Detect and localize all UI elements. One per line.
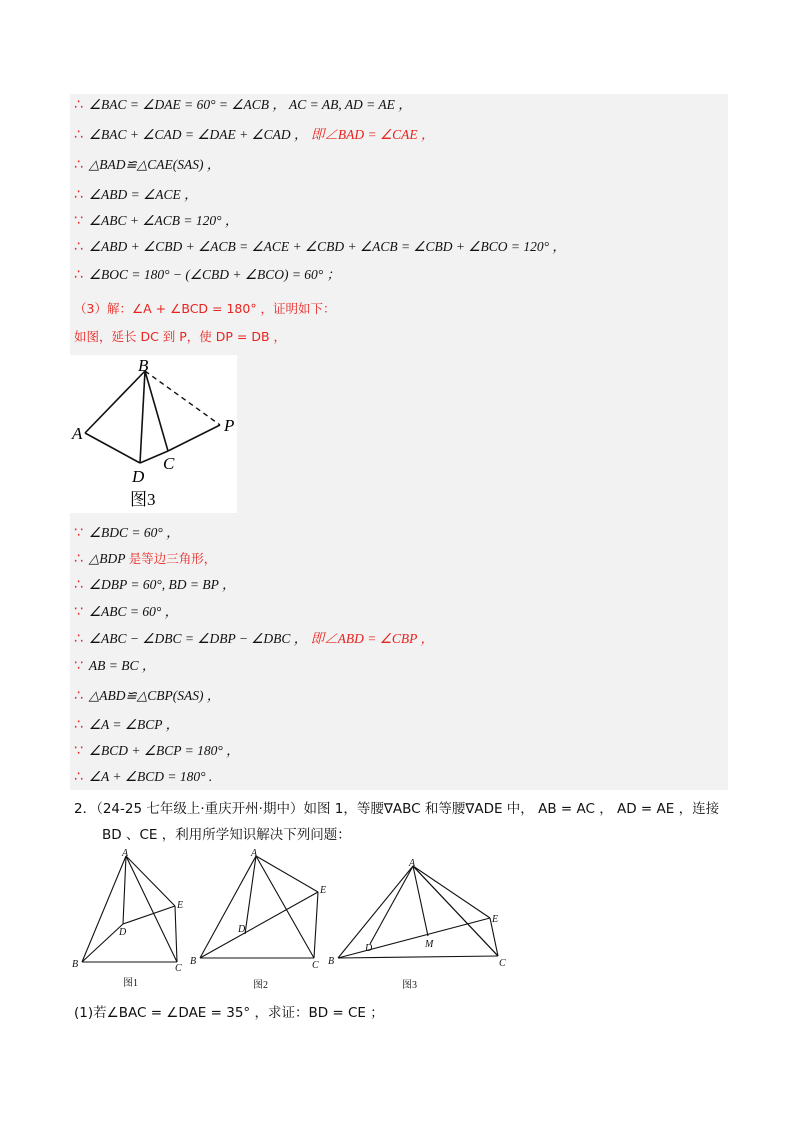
fig3-label-d: D: [132, 467, 145, 486]
fig2-label-b: B: [190, 956, 197, 967]
proof-line-3: ∴ ∠DBP = 60°, BD = BP ，: [74, 577, 236, 593]
question-2-line-1: 2．（24-25 七年级上·重庆开州·期中）如图 1，等腰∇ABC 和等腰∇ADE 中， AB = AC ， AD = AE ，连接: [74, 801, 720, 817]
fig2-label-a: A: [251, 848, 258, 859]
fig1-label-b: B: [72, 959, 79, 970]
proof-line-4: ∵ ∠ABC = 60° ，: [74, 604, 179, 620]
solution-line-2: ∴ ∠BAC + ∠CAD = ∠DAE + ∠CAD ， 即∠BAD = ∠CAE ，: [74, 127, 435, 143]
fig3-label-p: P: [224, 416, 235, 435]
proof-line-10: ∴ ∠A + ∠BCD = 180° .: [74, 769, 213, 785]
proof-line-8: ∴ ∠A = ∠BCP ，: [74, 717, 180, 733]
solution-line-4: ∴ ∠ABD = ∠ACE ，: [74, 187, 198, 203]
fig3q-label-m: M: [425, 939, 434, 950]
fig3q-label-c: C: [499, 958, 506, 969]
fig3-label-a: A: [72, 424, 83, 443]
fig3-caption: 图3: [130, 490, 156, 509]
solution-line-3: ∴ △BAD≌△CAE(SAS) ，: [74, 157, 221, 173]
fig1-label-c: C: [175, 963, 182, 974]
part3-construction: 如图，延长 DC 到 P，使 DP = DB ，: [74, 329, 287, 344]
proof-line-5: ∴ ∠ABC − ∠DBC = ∠DBP − ∠DBC ， 即∠ABD = ∠CBP ，: [74, 631, 435, 647]
fig3-label-b: B: [138, 356, 149, 375]
fig3q-label-b: B: [328, 956, 335, 967]
proof-line-1: ∵ ∠BDC = 60° ，: [74, 525, 180, 541]
proof-line-9: ∵ ∠BCD + ∠BCP = 180° ，: [74, 743, 240, 759]
question-2-part-1: (1)若∠BAC = ∠DAE = 35° ，求证：BD = CE ；: [74, 1005, 384, 1021]
fig2-label-e: E: [320, 885, 327, 896]
fig2-caption: 图2: [253, 980, 268, 991]
fig3-label-c: C: [163, 454, 175, 473]
fig2-label-d: D: [238, 924, 246, 935]
fig2-label-c: C: [312, 960, 319, 971]
solution-line-6: ∴ ∠ABD + ∠CBD + ∠ACB = ∠ACE + ∠CBD + ∠ACB = ∠CBD + ∠BCO = 120° ，: [74, 239, 566, 255]
fig3q-label-d: D: [365, 943, 373, 954]
fig1-label-a: A: [122, 848, 129, 859]
fig1-label-d: D: [119, 927, 127, 938]
question-2-figures: [70, 846, 520, 996]
solution-line-1: ∴ ∠BAC = ∠DAE = 60° = ∠ACB ， AC = AB, AD = AE ，: [74, 97, 412, 113]
solution-line-5: ∵ ∠ABC + ∠ACB = 120° ，: [74, 213, 239, 229]
fig3q-caption: 图3: [402, 980, 417, 991]
solution-line-7: ∴ ∠BOC = 180° − (∠CBD + ∠BCO) = 60° ；: [74, 267, 341, 283]
part3-heading: （3）解：∠A + ∠BCD = 180° ，证明如下：: [74, 301, 336, 316]
fig3q-label-e: E: [492, 914, 499, 925]
proof-line-7: ∴ △ABD≌△CBP(SAS) ，: [74, 688, 221, 704]
figure-3-diagram: [70, 355, 237, 513]
proof-line-6: ∵ AB = BC ，: [74, 658, 156, 674]
fig1-caption: 图1: [123, 978, 138, 989]
question-2-line-2: BD 、CE ，利用所学知识解决下列问题：: [102, 827, 351, 843]
proof-line-2: ∴ △BDP 是等边三角形，: [74, 551, 217, 567]
fig1-label-e: E: [177, 900, 184, 911]
fig3q-label-a: A: [409, 858, 416, 869]
